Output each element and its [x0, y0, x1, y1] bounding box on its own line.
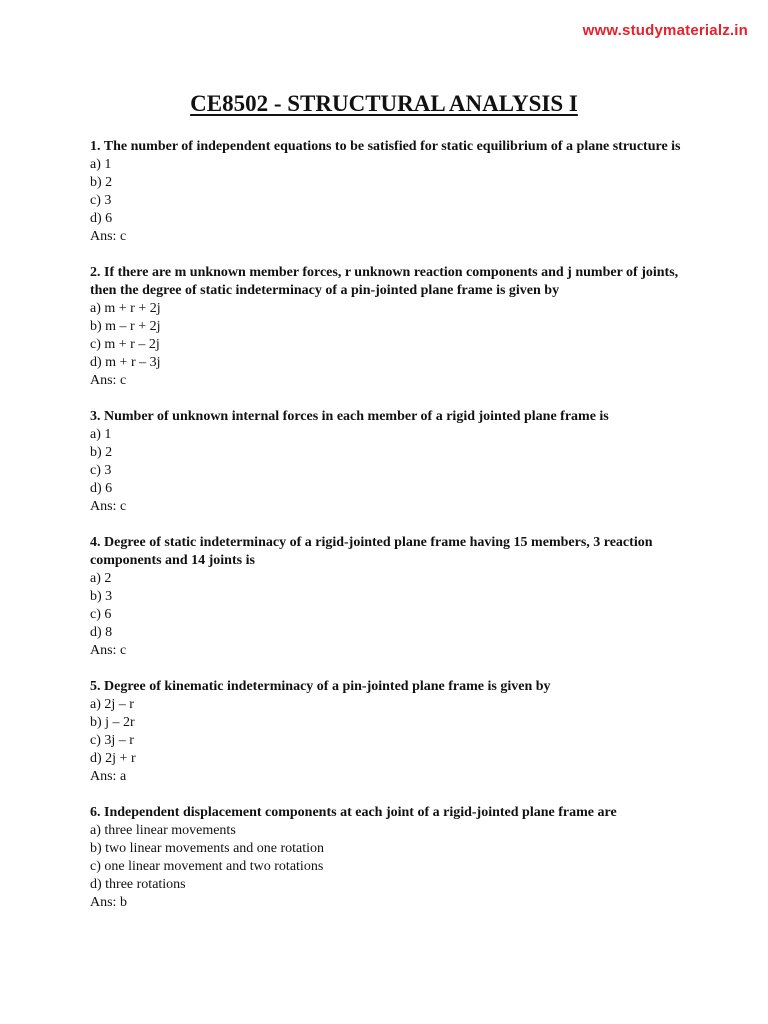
question-4 [90, 534, 690, 660]
option-a: a) 1 [90, 157, 112, 172]
site-watermark: www.studymaterialz.in [582, 22, 748, 39]
question-6 [90, 804, 690, 912]
page-title: CE8502 - STRUCTURAL ANALYSIS I [190, 91, 578, 116]
option-c: c) m + r – 2j [90, 337, 160, 352]
option-b: b) two linear movements and one rotation [90, 841, 325, 856]
answer: Ans: c [90, 643, 127, 658]
option-b: b) m – r + 2j [90, 319, 161, 334]
question-text: 6. Independent displacement components at each joint of a rigid-jointed plane frame are [90, 805, 617, 820]
option-b: b) 2 [90, 445, 113, 460]
question-text: 2. If there are m unknown member forces, r unknown reaction components and j number of joints, then the degree of static indeterminacy of a pin-jointed plane frame is given by [90, 265, 679, 298]
option-b: b) j – 2r [90, 715, 135, 730]
question-1 [90, 138, 690, 246]
question-3 [90, 408, 690, 516]
option-a: a) 1 [90, 427, 112, 442]
option-c: c) 3 [90, 463, 112, 478]
question-text: 3. Number of unknown internal forces in each member of a rigid jointed plane frame is [90, 409, 609, 424]
answer: Ans: c [90, 499, 127, 514]
answer: Ans: a [90, 769, 127, 784]
option-c: c) one linear movement and two rotations [90, 859, 324, 874]
question-5 [90, 678, 690, 786]
option-d: d) m + r – 3j [90, 355, 161, 370]
option-b: b) 2 [90, 175, 113, 190]
option-d: d) 6 [90, 211, 113, 226]
option-b: b) 3 [90, 589, 113, 604]
option-c: c) 3 [90, 193, 112, 208]
option-c: c) 3j – r [90, 733, 134, 748]
option-a: a) three linear movements [90, 823, 236, 838]
option-a: a) m + r + 2j [90, 301, 161, 316]
answer: Ans: b [90, 895, 127, 910]
option-a: a) 2 [90, 571, 112, 586]
question-2 [90, 264, 690, 390]
answer: Ans: c [90, 373, 127, 388]
question-text: 4. Degree of static indeterminacy of a rigid-jointed plane frame having 15 members, 3 reaction components and 14 joints is [90, 535, 653, 568]
option-d: d) three rotations [90, 877, 186, 892]
option-d: d) 6 [90, 481, 113, 496]
question-list [90, 138, 690, 930]
option-a: a) 2j – r [90, 697, 134, 712]
option-d: d) 2j + r [90, 751, 136, 766]
option-c: c) 6 [90, 607, 112, 622]
answer: Ans: c [90, 229, 127, 244]
option-d: d) 8 [90, 625, 113, 640]
question-text: 5. Degree of kinematic indeterminacy of a pin-jointed plane frame is given by [90, 679, 551, 694]
question-text: 1. The number of independent equations to be satisfied for static equilibrium of a plane structure is [90, 139, 681, 154]
